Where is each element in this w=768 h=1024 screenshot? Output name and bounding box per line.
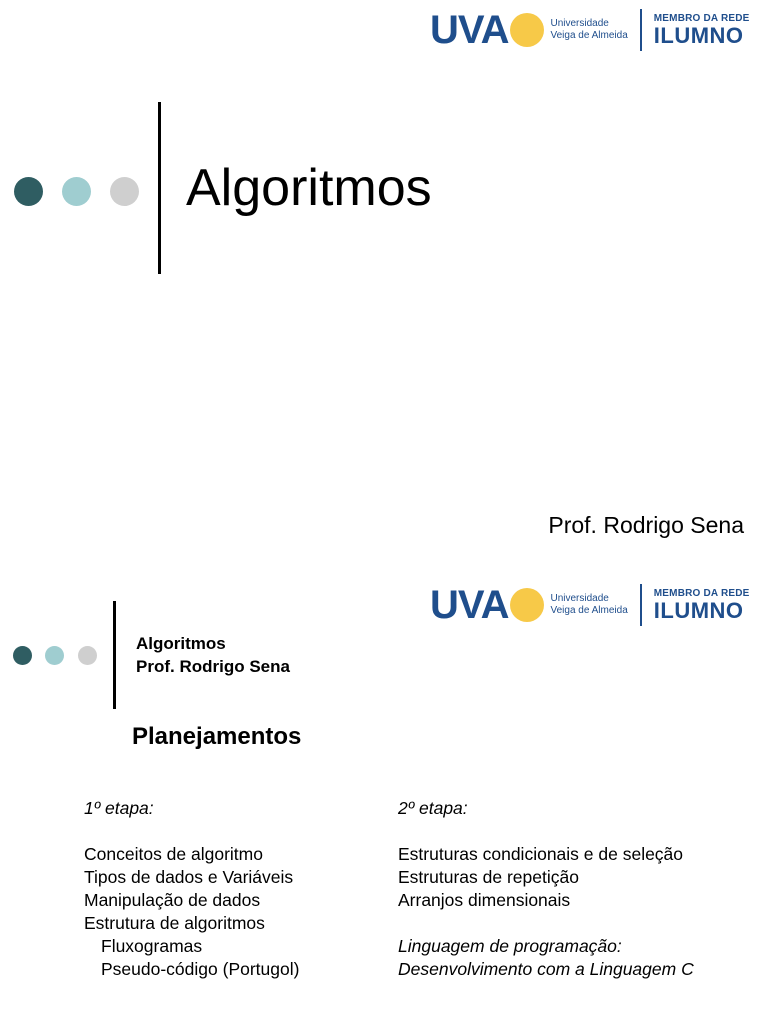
list-item: Manipulação de dados	[84, 890, 261, 910]
university-name	[550, 18, 627, 42]
list-subitem: Pseudo-código (Portugol)	[101, 959, 300, 979]
list-item: Estruturas de repetição	[398, 867, 579, 887]
uva-brand-text: UVA	[430, 8, 509, 52]
network-name: ILUMNO	[653, 598, 744, 623]
vertical-divider	[113, 601, 116, 709]
dot-teal-icon	[62, 177, 91, 206]
university-line2: Veiga de Almeida	[550, 605, 628, 616]
ilumno-logo	[654, 588, 750, 622]
list-item: Estruturas condicionais e de seleção	[398, 844, 684, 864]
list-item: Estrutura de algoritmos	[84, 913, 265, 933]
slide-author: Prof. Rodrigo Sena	[548, 512, 744, 538]
logo-divider	[640, 584, 642, 626]
header-author: Prof. Rodrigo Sena	[136, 657, 290, 676]
dot-dark-icon	[14, 177, 43, 206]
network-name: ILUMNO	[653, 23, 744, 48]
network-label: MEMBRO DA REDE	[653, 13, 750, 24]
list-item: Arranjos dimensionais	[398, 890, 571, 910]
vertical-divider	[158, 102, 161, 274]
dot-gray-icon	[78, 646, 97, 665]
stage-label: 1º etapa:	[84, 798, 154, 818]
uva-logo	[430, 10, 750, 50]
dot-dark-icon	[13, 646, 32, 665]
uva-brand-text: UVA	[430, 583, 509, 627]
dot-teal-icon	[45, 646, 64, 665]
list-subitem: Fluxogramas	[101, 936, 203, 956]
university-line1: Universidade	[550, 18, 609, 29]
list-item: Tipos de dados e Variáveis	[84, 867, 294, 887]
uva-logo	[430, 585, 750, 625]
slide-planning	[0, 575, 768, 1024]
university-line2: Veiga de Almeida	[550, 30, 628, 41]
dot-gray-icon	[110, 177, 139, 206]
left-column	[84, 797, 299, 981]
logo-divider	[640, 9, 642, 51]
section-heading: Planejamentos	[132, 723, 302, 750]
slide-title-text: Algoritmos	[186, 159, 432, 217]
right-column	[398, 797, 694, 981]
uva-sun-icon	[510, 13, 544, 47]
university-line1: Universidade	[550, 593, 609, 604]
uva-sun-icon	[510, 588, 544, 622]
header-title: Algoritmos	[136, 634, 226, 653]
list-item: Conceitos de algoritmo	[84, 844, 263, 864]
university-name	[550, 593, 627, 617]
stage-label: 2º etapa:	[398, 798, 468, 818]
ilumno-logo	[654, 13, 750, 47]
slide-header	[136, 632, 290, 678]
language-description: Desenvolvimento com a Linguagem C	[398, 959, 694, 979]
network-label: MEMBRO DA REDE	[653, 588, 750, 599]
language-label: Linguagem de programação:	[398, 936, 622, 956]
